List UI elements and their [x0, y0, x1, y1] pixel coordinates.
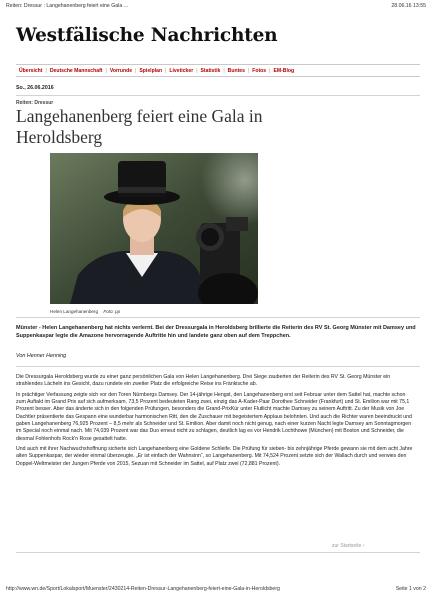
- nav-item-statistik[interactable]: Statistik: [200, 67, 221, 74]
- print-header: [6, 3, 426, 9]
- back-to-home-link[interactable]: [332, 543, 365, 549]
- divider: [16, 366, 420, 367]
- nav-item-uebersicht[interactable]: Übersicht: [19, 67, 43, 74]
- article-kicker: Reiten: Dressur: [16, 100, 54, 106]
- chevron-right-icon: ›: [362, 543, 365, 549]
- print-header-title: Reiten: Dressur : Langehanenberg feiert eine Gala ...: [6, 3, 128, 9]
- divider: [16, 552, 420, 553]
- nav-separator: |: [269, 67, 271, 74]
- back-to-home-label[interactable]: zur Startseite: [332, 543, 362, 549]
- article-date: So., 26.06.2016: [16, 85, 54, 91]
- nav-item-vorrunde[interactable]: Vorrunde: [109, 67, 133, 74]
- nav-separator: |: [135, 67, 137, 74]
- rider-photo-illustration: [50, 153, 258, 304]
- nav-item-spielplan[interactable]: Spielplan: [139, 67, 163, 74]
- nav-item-liveticker[interactable]: Liveticker: [169, 67, 194, 74]
- nav-item-em-blog[interactable]: EM-Blog: [273, 67, 295, 74]
- section-nav: [16, 64, 420, 77]
- nav-separator: |: [165, 67, 167, 74]
- nav-separator: |: [223, 67, 225, 74]
- print-footer-url[interactable]: http://www.wn.de/Sport/Lokalsport/Muenster/2430214-Reiten-Dressur-Langehanenberg-feiert-eine-Gala-in-Heroldsberg: [6, 586, 280, 592]
- nav-item-fotos[interactable]: Fotos: [252, 67, 267, 74]
- photo-caption-text: Helen Langehanenberg: [50, 309, 99, 314]
- site-logo[interactable]: Westfälische Nachrichten: [16, 25, 278, 46]
- article-paragraph: In prächtiger Verfassung zeigte sich vor den Toren Nürnbergs Damsey. Der 14-jährige Hengst, den Langehanenberg erst seit Februar unter dem Sattel hat, machte schon zum Auftakt im Grand Prix auf sich aufmerksam. 73,5 Prozent bedeuteten Rang zwei, einzig das A-Kader-Paar Dorothee Schneider (Frankfurt) und St. Emilion war mit 75,1 Prozent besser. Aber das änderte sich in den folgenden Prüfungen, besonders die Grand-PrixKür unter Flutlicht machte Damsey zu seinem Auftritt. Zu der Musik von Joe Dachtler präsentierte das Gespann eine wunderbar harmonischen Ritt, den die Zuschauer mit begeistertem Applaus belohnten. Und auch die Richter waren beeindruckt und gaben Langehanenberg 76,925 Prozent – 8,5 mehr als Schneider und St. Emilion. Aber damit noch nicht genug, nach einer kurzen Nacht legte Damsey am Sonntagmorgen im Special noch einmal nach. Mit 74,039 Prozent war das Duo erneut nicht zu schlagen, deutlich lag es vor Hendrik Lochthowe (München) mit Boston und Schneider, die diesmal Fohlenhofs Rock'n Rose gesattelt hatte.: [16, 391, 412, 442]
- print-footer: [6, 586, 426, 592]
- article-photo[interactable]: [50, 153, 258, 304]
- nav-separator: |: [105, 67, 107, 74]
- nav-separator: |: [247, 67, 250, 74]
- nav-item-deutsche-mannschaft[interactable]: Deutsche Mannschaft: [49, 67, 103, 74]
- article-headline: Langehanenberg feiert eine Gala in Heroldsberg: [16, 106, 263, 147]
- print-header-datetime: 28.06.16 13:55: [391, 3, 426, 9]
- print-footer-page: Seite 1 von 2: [395, 586, 426, 592]
- nav-separator: |: [196, 67, 198, 74]
- divider: [16, 317, 420, 318]
- photo-credit: Foto: pp: [103, 309, 121, 314]
- nav-separator: |: [45, 67, 47, 74]
- divider: [16, 95, 420, 96]
- article-lead: Münster - Helen Langehanenberg hat nichts verlernt. Bei der Dressurgala in Heroldsberg brillierte die Reiterin des RV St. Georg Münster mit Damsey und Suppenkaspar legte die Amazone hervorragende Auftritte hin und landete ganz oben auf dem Treppchen.: [16, 325, 416, 339]
- article-byline: Von Henner Henning: [16, 353, 67, 359]
- article-body: [16, 374, 416, 471]
- article-paragraph: Und auch mit ihrer Nachwuchshoffnung sicherte sich Langehanenberg eine Goldene Schleife. Die Prüfung für sieben- bis zehnjährige Pferde gewann sie mit dem acht Jahre alten Suppenkaspar, der wieder einmal überzeugte. „Er ist einfach der Wahnsinn“, so Langehanenberg. Mit 74,524 Prozent setzte sich der Wallach durch und verwies den Doppel-Weltmeister der Jungen Pferde von 2015, Sezuan mit Schneider im Sattel, auf Platz zwei (72,881 Prozent).: [16, 446, 413, 467]
- article-paragraph: Die Dressurgala Heroldsberg wurde zu einer ganz persönlichen Gala von Helen Langehanenberg. Drei Siege zauberten der Reiterin des RV St. Georg Münster ein strahlendes Lächeln ins Gesicht, dazu rundete ein zweiter Platz die erfolgreiche Reise ins Fränkische ab.: [16, 374, 391, 388]
- nav-item-buntes[interactable]: Buntes: [227, 67, 245, 74]
- photo-caption: [50, 309, 120, 314]
